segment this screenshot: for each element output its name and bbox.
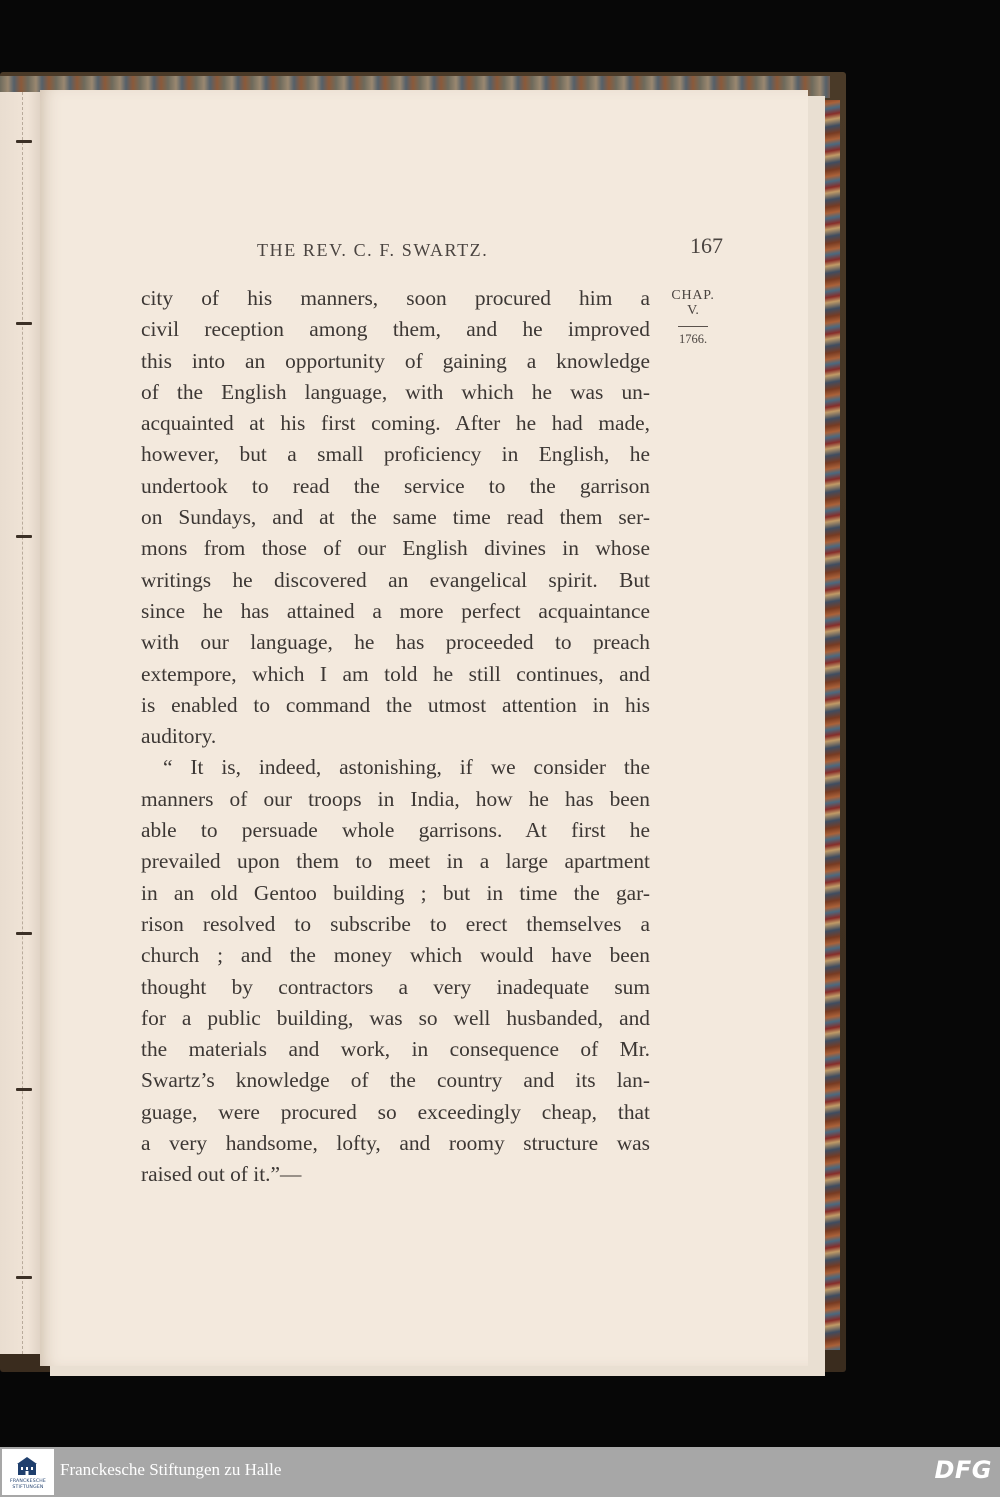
text-line: city of his manners, soon procured him a (141, 286, 650, 310)
text-line: however, but a small proficiency in English, he (141, 442, 650, 467)
text-line: on Sundays, and at the same time read them ser- (141, 505, 650, 530)
stitch-mark (16, 1276, 32, 1279)
footer-title[interactable]: Franckesche Stiftungen zu Halle (60, 1460, 282, 1479)
binding-sewing (22, 92, 23, 1354)
text-line: extempore, which I am told he still continues, and (141, 661, 650, 686)
text-line: this into an opportunity of gaining a knowledge (141, 348, 650, 373)
text-line: in an old Gentoo building ; but in time the gar- (141, 880, 650, 905)
text-line: Swartz’s knowledge of the country and its lan- (141, 1068, 650, 1093)
logo-text-line-2: STIFTUNGEN (12, 1485, 44, 1490)
margin-chapter-label: CHAP. (671, 288, 715, 303)
text-line: writings he discovered an evangelical spirit. But (141, 567, 650, 592)
text-line: with our language, he has proceeded to preach (141, 630, 650, 655)
text-line: manners of our troops in India, how he has been (141, 786, 650, 811)
text-line: rison resolved to subscribe to erect themselves a (141, 911, 650, 936)
margin-year: 1766. (678, 332, 708, 346)
logo-text-line-1: FRANCKESCHE (9, 1479, 47, 1484)
stitch-mark (16, 535, 32, 538)
stitch-mark (16, 932, 32, 935)
text-line: undertook to read the service to the garrison (141, 473, 650, 498)
text-line: of the English language, with which he was un- (141, 379, 650, 404)
margin-note (662, 288, 724, 347)
text-line: is enabled to command the utmost attention in his (141, 692, 650, 717)
running-head: THE REV. C. F. SWARTZ. (257, 240, 489, 260)
page-number: 167 (690, 233, 723, 258)
margin-rule (678, 326, 708, 327)
franckesche-building-icon (16, 1455, 38, 1477)
text-line: thought by contractors a very inadequate sum (141, 974, 650, 999)
stitch-mark (16, 140, 32, 143)
text-line: mons from those of our English divines in whose (141, 536, 650, 561)
margin-chapter-number: V. (687, 303, 699, 318)
text-line: auditory. (141, 724, 217, 749)
text-line: since he has attained a more perfect acquaintance (141, 598, 650, 623)
text-line: for a public building, was so well husbanded, and (141, 1005, 650, 1030)
stitch-mark (16, 322, 32, 325)
franckesche-logo[interactable] (2, 1449, 54, 1495)
text-line: able to persuade whole garrisons. At first he (141, 818, 650, 843)
body-text (141, 283, 650, 1191)
stitch-mark (16, 1088, 32, 1091)
text-line: prevailed upon them to meet in a large apartment (141, 849, 650, 874)
text-line: guage, were procured so exceedingly cheap, that (141, 1099, 650, 1124)
text-line: raised out of it.”— (141, 1162, 302, 1187)
dfg-logo[interactable]: DFG (934, 1456, 992, 1484)
text-line: “ It is, indeed, astonishing, if we consider the (163, 755, 650, 780)
text-line: a very handsome, lofty, and roomy structure was (141, 1131, 650, 1156)
text-line: the materials and work, in consequence of Mr. (141, 1037, 650, 1062)
text-line: church ; and the money which would have been (141, 943, 650, 968)
text-line: acquainted at his first coming. After he had made, (141, 411, 650, 436)
text-line: civil reception among them, and he improved (141, 317, 650, 342)
footer-bar (0, 1447, 1000, 1497)
